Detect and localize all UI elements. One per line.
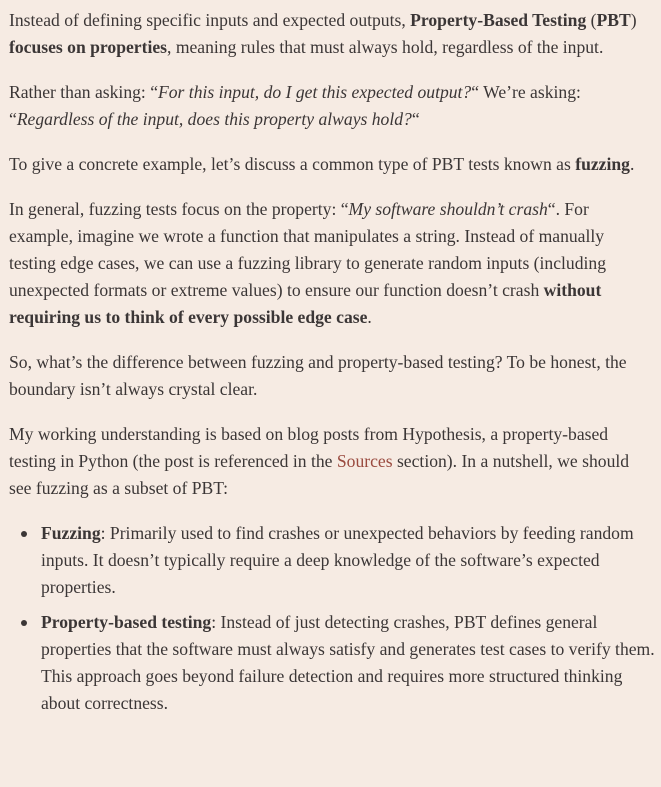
text-span: Rather than asking: “ xyxy=(9,82,159,102)
text-span: section). In a nutshell, we should see fuzzing as a subset of PBT: xyxy=(9,451,630,498)
text-span: ( xyxy=(586,10,597,30)
paragraph-difference xyxy=(9,349,655,403)
list-item-fuzzing xyxy=(41,520,655,601)
text-span: . xyxy=(629,154,635,174)
text-span: In general, fuzzing tests focus on the property: “ xyxy=(9,199,349,219)
bullet-icon xyxy=(21,620,27,626)
comparison-list xyxy=(9,520,655,717)
text-span: . xyxy=(367,307,372,327)
emphasis-without-edge-cases: without requiring us to think of every possible edge case xyxy=(9,280,602,327)
text-span: , meaning rules that must always hold, regardless of the input. xyxy=(167,37,604,57)
text-span: So, what’s the difference between fuzzing and property-based testing? To be honest, the boundary isn’t always crystal clear. xyxy=(9,352,627,399)
list-term: Fuzzing xyxy=(41,523,101,543)
italic-quote-property-hold: Regardless of the input, does this property always hold? xyxy=(16,109,412,129)
paragraph-hypothesis xyxy=(9,421,655,502)
paragraph-question-contrast xyxy=(9,79,655,133)
italic-quote-no-crash: My software shouldn’t crash xyxy=(348,199,548,219)
emphasis-focuses-on-properties: focuses on properties xyxy=(9,37,168,57)
bullet-icon xyxy=(21,531,27,537)
italic-quote-expected-output: For this input, do I get this expected output? xyxy=(158,82,472,102)
list-term: Property-based testing xyxy=(41,612,212,632)
text-span: “ We’re asking: “ xyxy=(9,82,581,129)
term-pbt: PBT xyxy=(596,10,631,30)
list-text: : Primarily used to find crashes or unexpected behaviors by feeding random inputs. It doesn’t typically require a deep knowledge of the software’s expected properties. xyxy=(41,523,634,597)
list-text: : Instead of just detecting crashes, PBT defines general properties that the software must always satisfy and generates test cases to verify them. This approach goes beyond failure detection and requires more structured thinking about correctness. xyxy=(41,612,655,713)
paragraph-fuzzing-intro xyxy=(9,151,655,178)
paragraph-pbt-intro xyxy=(9,7,655,61)
text-span: To give a concrete example, let’s discuss a common type of PBT tests known as xyxy=(9,154,576,174)
term-fuzzing: fuzzing xyxy=(575,154,630,174)
term-property-based-testing: Property-Based Testing xyxy=(410,10,587,30)
text-span: Instead of defining specific inputs and expected outputs, xyxy=(9,10,411,30)
paragraph-fuzzing-example xyxy=(9,196,655,331)
sources-link[interactable]: Sources xyxy=(336,451,393,471)
text-span: ) xyxy=(630,10,637,30)
text-span: My working understanding is based on blog posts from Hypothesis, a property-based testing in Python (the post is referenced in the xyxy=(9,424,609,471)
text-span: “ xyxy=(411,109,420,129)
text-span: “. For example, imagine we wrote a function that manipulates a string. Instead of manually testing edge cases, we can use a fuzzing library to generate random inputs (including unexpected formats or extreme values) to ensure our function doesn’t crash xyxy=(9,199,607,300)
list-item-property-based-testing xyxy=(41,609,655,717)
